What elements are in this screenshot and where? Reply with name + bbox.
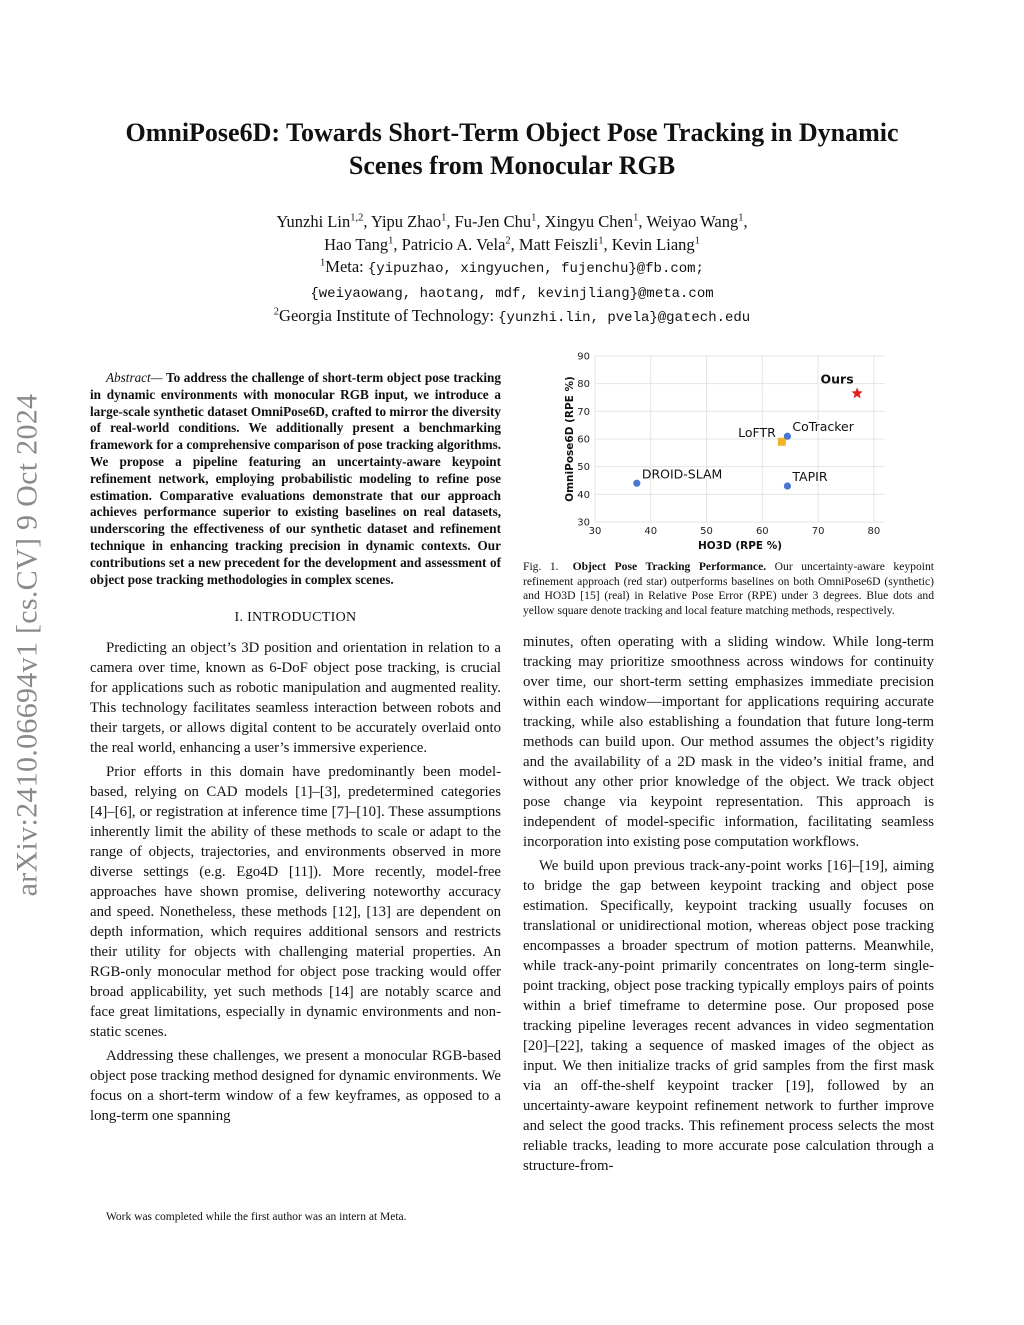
- y-tick-label: 90: [577, 351, 590, 363]
- y-tick-label: 80: [577, 379, 590, 391]
- x-tick-label: 70: [811, 526, 825, 537]
- author-name: Matt Feiszli: [518, 234, 599, 254]
- author-name: Patricio A. Vela: [401, 234, 506, 254]
- paragraph: Addressing these challenges, we present a monocular RGB-based object pose tracking method designed for dynamic environments. We focus on a short-term window of a few keyframes, as opposed to a long-term one spanning: [90, 1048, 501, 1125]
- author-name: Fu-Jen Chu: [454, 212, 532, 231]
- title-line-1: OmniPose6D: Towards Short-Term Object Pose Tracking in Dynamic: [125, 118, 899, 147]
- x-tick-label: 40: [644, 526, 658, 537]
- paper-title: [90, 116, 934, 182]
- paragraph: Predicting an object’s 3D position and orientation in relation to a camera over time, known as 6-DoF object pose tracking, is crucial for applications such as robotic manipulation and augmented reality. This technology facilitates seamless interaction between robots and their targets, or allows digital content to be accurately overlaid onto the real world, enhancing a user’s immersive experience.: [90, 640, 501, 757]
- data-point-ours: [851, 387, 862, 398]
- right-column: [523, 346, 934, 1180]
- data-point-droid-slam: [633, 480, 640, 487]
- y-tick-label: 30: [577, 517, 590, 529]
- data-point-cotracker: [784, 433, 791, 440]
- right-body: [523, 632, 934, 1176]
- y-tick-label: 70: [577, 406, 590, 418]
- left-column: [90, 370, 501, 1130]
- footnote: Work was completed while the first author was an intern at Meta.: [106, 1211, 407, 1223]
- gatech-emails: {yunzhi.lin, pvela}@gatech.edu: [498, 310, 751, 326]
- data-label-cotracker: CoTracker: [792, 419, 854, 435]
- data-label-droid-slam: DROID-SLAM: [641, 466, 723, 482]
- introduction-body: [90, 638, 501, 1126]
- paragraph: minutes, often operating with a sliding window. While long-term tracking may prioritize smoothness across windows for continuity over time, our short-term setting emphasizes immediate precision within each window—important for applications requiring accurate tracking, while also establishing a foundation that future long-term methods can build upon. Our method assumes the object’s rigidity and the availability of a 2D mask in the video’s initial frame, and without any other prior knowledge of the object. We track object pose change via keypoint representation. This approach is independent of model-specific information, facilitating seamless incorporation into existing pose computation workflows.: [523, 634, 934, 851]
- y-tick-label: 60: [577, 434, 590, 446]
- paragraph: We build upon previous track-any-point works [16]–[19], aiming to bridge the gap between keypoint tracking and object pose estimation. Specifically, keypoint tracking usually focuses on translational or unidirectional motion, whereas object pose tracking encompasses a broader spectrum of motion patterns. Meanwhile, while track-any-point primarily concentrates on long-term single-point tracking, object pose tracking typically employs pairs of points within a brief timeframe to determine pose. Our proposed pose tracking pipeline leverages recent advances in video segmentation [20]–[22], taking a sequence of masked images of the object as input. We then initialize tracks of grid samples from the first mask via an off-the-shelf keypoint tracker [19], followed by an uncertainty-aware keypoint refinement network to further improve and select the good tracks. This refinement process selects the most reliable tracks, leading to more accurate pose calculation through a structure-from-: [523, 858, 934, 1175]
- abstract: Abstract— To address the challenge of short-term object pose tracking in dynamic environments with monocular RGB input, we introduce a large-scale synthetic dataset OmniPose6D, crafted to mirror the diversity of real-world conditions. We additionally present a benchmarking framework for a comprehensive comparison of pose tracking algorithms. We propose a pipeline featuring an uncertainty-aware keypoint refinement network, employing probabilistic modeling to refine pose estimation. Comparative evaluations demonstrate that our approach achieves performance superior to existing baselines on real datasets, underscoring the effectiveness of our synthetic dataset and refinement technique in enhancing tracking precision in dynamic contexts. Our contributions set a new precedent for the development and assessment of object pose tracking methodologies in complex scenes.: [90, 370, 501, 587]
- x-tick-label: 30: [588, 526, 602, 537]
- x-axis-label: HO3D (RPE %): [697, 540, 783, 552]
- data-label-ours: Ours: [820, 371, 854, 387]
- x-tick-label: 80: [867, 526, 881, 537]
- data-label-tapir: TAPIR: [792, 469, 828, 485]
- data-point-tapir: [784, 482, 791, 489]
- y-tick-label: 40: [577, 489, 590, 501]
- scatter-plot: [523, 346, 934, 554]
- author-name: Yunzhi Lin: [276, 212, 351, 231]
- author-name: Kevin Liang: [611, 234, 695, 254]
- y-tick-label: 50: [577, 462, 590, 474]
- author-block: [90, 211, 934, 330]
- section-heading-introduction: I. INTRODUCTION: [234, 610, 357, 626]
- arxiv-stamp: arXiv:2410.06694v1 [cs.CV] 9 Oct 2024: [10, 393, 44, 897]
- author-line-2: Hao Tang$^1$, Patricio A. Vela$^2$, Matt Feiszli$^1$, Kevin Liang$^1$: [324, 234, 700, 254]
- author-line-1: Yunzhi Lin$^{1,2}$, Yipu Zhao$^1$, Fu-Jen Chu$^1$, Xingyu Chen$^1$, Weiyao Wang$^1$,: [276, 212, 748, 231]
- affiliation-meta-2: [90, 281, 934, 306]
- data-label-loftr: LoFTR: [738, 424, 776, 440]
- paragraph: Prior efforts in this domain have predominantly been model-based, relying on CAD models [1]–[3], predetermined categories [4]–[6], or registration at inference time [7]–[10]. These assumptions inherently limit the ability of these methods to scale or adapt to the range of objects, trajectories, and environments observed in more diverse settings (e.g. Ego4D [11]). More recently, model-free approaches have shown promise, delivering noteworthy accuracy and speed. Nonetheless, these methods [12], [13] are dependent on depth information, which requires additional sensors and restricts their utility for objects with challenging material properties. An RGB-only monocular method for object pose tracking would offer broad applicability, yet such methods [14] are notably scarce and face great limitations, especially in dynamic environments and non-static scenes.: [90, 764, 501, 1041]
- title-line-2: Scenes from Monocular RGB: [348, 151, 676, 180]
- x-tick-label: 50: [700, 526, 713, 537]
- author-name: Yipu Zhao: [370, 212, 442, 231]
- meta-emails-2: {weiyaowang, haotang, mdf, kevinjliang}@meta.com: [310, 285, 714, 302]
- author-name: Weiyao Wang: [646, 212, 739, 231]
- data-point-loftr: [778, 438, 786, 446]
- author-name: Hao Tang: [324, 234, 389, 254]
- figure-1-chart: [523, 346, 934, 554]
- y-axis-label: OmniPose6D (RPE %): [564, 376, 576, 502]
- meta-emails-1: {yipuzhao, xingyuchen, fujenchu}@fb.com;: [367, 261, 704, 277]
- x-tick-label: 60: [755, 526, 769, 537]
- affiliation-meta: $^1$Meta: {yipuzhao, xingyuchen, fujenchu}@fb.com;: [320, 257, 704, 277]
- affiliation-gatech: $^2$Georgia Institute of Technology: {yunzhi.lin, pvela}@gatech.edu: [273, 306, 751, 326]
- author-name: Xingyu Chen: [544, 212, 634, 231]
- figure-1-caption: Fig. 1. Object Pose Tracking Performance. Our uncertainty-aware keypoint refinement approach (red star) outperforms baselines on both OmniPose6D (synthetic) and HO3D [15] (real) in Relative Pose Error (RPE) under 3 degrees. Blue dots and yellow square denote tracking and local feature matching methods, respectively.: [523, 560, 934, 617]
